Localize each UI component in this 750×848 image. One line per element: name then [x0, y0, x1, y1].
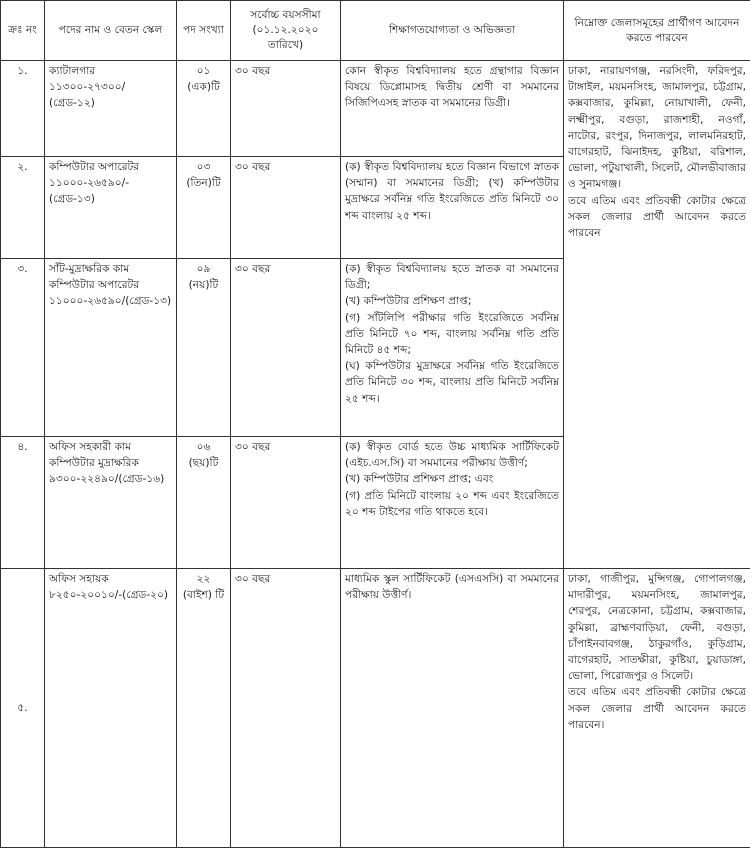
serial-cell: ৩.: [1, 259, 45, 437]
qualification-cell: [341, 157, 564, 259]
post-cell: কম্পিউটার অপারেটর ১১০০০-২৬৫৯০/-(গ্রেড-১৩): [45, 157, 177, 259]
qualification-item: (ক) স্বীকৃত বোর্ড হতে উচ্চ মাধ্যমিক সার্টিফিকেট (এইচ.এস.সি) বা সমমানের পরীক্ষায় উত্তীর্ণ;: [345, 439, 559, 471]
count-cell: ০৯ (নয়)টি: [177, 259, 231, 437]
header-post: পদের নাম ও বেতন স্কেল: [45, 1, 177, 61]
qualification-item: (ক) স্বীকৃত বিশ্ববিদ্যালয় হতে স্নাতক বা সমমানের ডিগ্রী;: [345, 261, 559, 293]
serial-cell: ১.: [1, 61, 45, 157]
header-serial: ক্রঃ নং: [1, 1, 45, 61]
post-cell: সাঁট-মুদ্রাক্ষরিক কাম কম্পিউটার অপারেটর ১১০০০-২৬৫৯০/(গ্রেড-১৩): [45, 259, 177, 437]
qualification-cell: [341, 259, 564, 437]
districts-quota-note: তবে এতিম এবং প্রতিবন্ধী কোটার ক্ষেত্রে সকল জেলার প্রার্থী আবেদন করতে পারবেন।: [568, 684, 746, 733]
count-cell: ০৬ (ছয়)টি: [177, 437, 231, 569]
post-cell: অফিস সহকারী কাম কম্পিউটার মুদ্রাক্ষরিক ৯৩০০-২২৪৯০/(গ্রেড-১৬): [45, 437, 177, 569]
qualification-cell: [341, 569, 564, 848]
count-cell: ২২ (বাইশ) টি: [177, 569, 231, 848]
age-cell: ৩০ বছর: [231, 259, 341, 437]
header-count: পদ সংখ্যা: [177, 1, 231, 61]
age-cell: ৩০ বছর: [231, 157, 341, 259]
count-cell: ০৩ (তিন)টি: [177, 157, 231, 259]
districts-quota-note: তবে এতিম এবং প্রতিবন্ধী কোটার ক্ষেত্রে সকল জেলার প্রার্থী আবেদন করতে পারবেন: [568, 193, 746, 242]
districts-cell: [564, 569, 750, 848]
qualification-item: কোন স্বীকৃত বিশ্ববিদ্যালয় হতে গ্রন্থাগার বিজ্ঞান বিষয়ে ডিপ্লোমাসহ দ্বিতীয় শ্রেণী বা সমমানের সিজিপিএসহ স্নাতক বা সমমানের ডিগ্রী।: [345, 63, 559, 112]
districts-list: ঢাকা, গাজীপুর, মুন্সিগঞ্জ, গোপালগঞ্জ, মাদারীপুর, ময়মনসিংহ, জামালপুর, শেরপুর, নেত্রকোনা, চট্টগ্রাম, কক্সবাজার, কুমিল্লা, ব্রাহ্মণবাড়িয়া, ফেনী, বগুড়া, চাঁপাইনবাবগঞ্জ, ঠাকুরগাঁও, কুড়িগ্রাম, বাগেরহাট, সাতক্ষীরা, কুষ্টিয়া, চুয়াডাঙ্গা, ভোলা, পিরোজপুর ও সিলেট।: [568, 571, 746, 684]
post-cell: ক্যাটালগার ১১৩০০-২৭৩০০/ (গ্রেড-১২): [45, 61, 177, 157]
serial-cell: ৪.: [1, 437, 45, 569]
qualification-item: মাধ্যমিক স্কুল সার্টিফিকেট (এসএসসি) বা সমমানের পরীক্ষায় উত্তীর্ণ।: [345, 571, 559, 603]
qualification-item: (খ) কম্পিউটার প্রশিক্ষণ প্রাপ্ত; এবং: [345, 471, 559, 487]
serial-cell: ৫.: [1, 569, 45, 848]
districts-list: ঢাকা, নারায়ণগঞ্জ, নরসিংদী, ফরিদপুর, টাঙ্গাইল, ময়মনসিংহ, জামালপুর, চট্টগ্রাম, কক্সবাজার, কুমিল্লা, নোয়াখালী, ফেনী, লক্ষ্মীপুর, বগুড়া, রাজশাহী, নওগাঁ, নাটোর, রংপুর, দিনাজপুর, লালমনিরহাট, বাগেরহাট, ঝিনাইদহ, কুষ্টিয়া, বরিশাল, ভোলা, পটুয়াখালী, সিলেট, মৌলভীবাজার ও সুনামগঞ্জ।: [568, 63, 746, 193]
age-cell: ৩০ বছর: [231, 61, 341, 157]
header-districts: নিম্নোক্ত জেলাসমূহের প্রার্থীগণ আবেদন করতে পারবেন: [564, 1, 750, 61]
qualification-item: (ঘ) কম্পিউটার মুদ্রাক্ষরে সর্বনিম্ন গতি ইংরেজিতে প্রতি মিনিটে ৩০ শব্দ, বাংলায় প্রতি মিনিটে সর্বনিম্ন ২৫ শব্দ।: [345, 358, 559, 407]
serial-cell: ২.: [1, 157, 45, 259]
table-row: [1, 569, 750, 848]
header-qualification: শিক্ষাগতযোগ্যতা ও অভিজ্ঞতা: [341, 1, 564, 61]
qualification-item: (গ) সাঁটলিপি পরীক্ষার গতি ইংরেজিতে সর্বনিম্ন প্রতি মিনিটে ৭০ শব্দ, বাংলায় সর্বনিম্ন গতি প্রতি মিনিটে ৪৫ শব্দ;: [345, 310, 559, 359]
qualification-item: (গ) প্রতি মিনিটে বাংলায় ২০ শব্দ এবং ইংরেজিতে ২০ শব্দ টাইপের গতি থাকতে হবে।: [345, 488, 559, 520]
qualification-item: (খ) কম্পিউটার প্রশিক্ষণ প্রাপ্ত;: [345, 293, 559, 309]
age-cell: ৩০ বছর: [231, 437, 341, 569]
table-row: [1, 61, 750, 157]
qualification-cell: [341, 437, 564, 569]
count-cell: ০১ (এক)টি: [177, 61, 231, 157]
header-row: [1, 1, 750, 61]
districts-cell: [564, 61, 750, 569]
qualification-cell: [341, 61, 564, 157]
post-cell: অফিস সহায়ক ৮২৫০-২০০১০/-(গ্রেড-২০): [45, 569, 177, 848]
age-cell: ৩০ বছর: [231, 569, 341, 848]
header-age: সর্বোচ্চ বয়সসীমা (০১.১২.২০২০ তারিখে): [231, 1, 341, 61]
qualification-item: (ক) স্বীকৃত বিশ্ববিদ্যালয় হতে বিজ্ঞান বিভাগে স্নাতক (সম্মান) বা সমমানের ডিগ্রী; (খ) কম্পিউটার মুদ্রাক্ষরে সর্বনিম্ন গতি ইংরেজিতে প্রতি মিনিটে ৩০ শব্দ বাংলায় ২৫ শব্দ।: [345, 159, 559, 224]
